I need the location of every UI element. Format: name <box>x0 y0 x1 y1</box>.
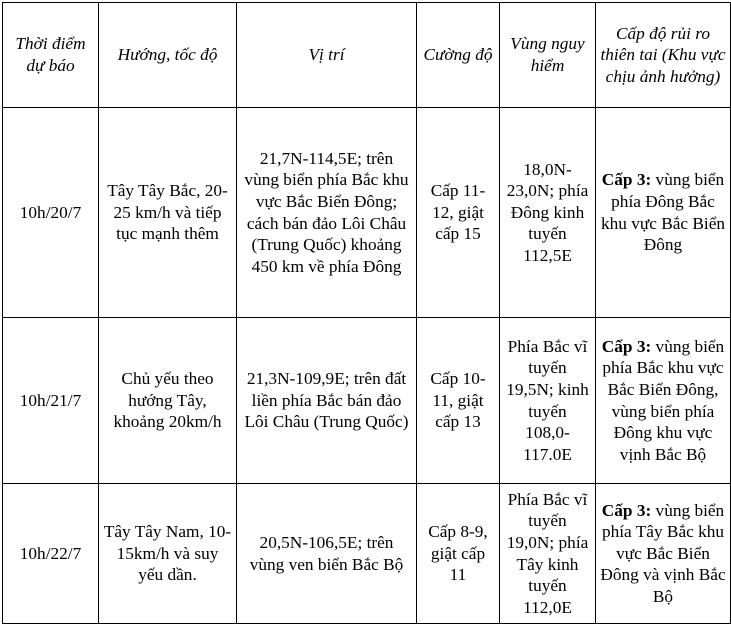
cell-position: 21,7N-114,5E; trên vùng biển phía Bắc khu vực Bắc Biển Đông; cách bán đảo Lôi Châu (Trung Quốc) khoảng 450 km về phía Đông <box>237 108 417 318</box>
cell-direction: Tây Tây Nam, 10-15km/h và suy yếu dần. <box>99 484 237 624</box>
table-header-row <box>3 3 731 108</box>
risk-area-text: vùng biển phía Tây Bắc khu vực Bắc Biển Đông và vịnh Bắc Bộ <box>600 500 726 606</box>
risk-area-text: vùng biển phía Bắc khu vực Bắc Biển Đông, vùng biển phía Đông khu vực vịnh Bắc Bộ <box>602 336 725 464</box>
table-row <box>3 318 731 484</box>
cell-intensity: Cấp 8-9, giật cấp 11 <box>417 484 500 624</box>
cell-direction: Chủ yếu theo hướng Tây, khoảng 20km/h <box>99 318 237 484</box>
cell-time: 10h/21/7 <box>3 318 99 484</box>
header-risk-level: Cấp độ rủi ro thiên tai (Khu vực chịu ảnh hưởng) <box>596 3 731 108</box>
header-intensity: Cường độ <box>417 3 500 108</box>
cell-position: 20,5N-106,5E; trên vùng ven biển Bắc Bộ <box>237 484 417 624</box>
cell-time: 10h/22/7 <box>3 484 99 624</box>
risk-area-text: vùng biển phía Đông Bắc khu vực Bắc Biển Đông <box>600 170 726 255</box>
cell-danger-zone: 18,0N-23,0N; phía Đông kinh tuyến 112,5E <box>500 108 596 318</box>
cell-time: 10h/20/7 <box>3 108 99 318</box>
risk-level-label: Cấp 3: <box>601 170 652 190</box>
risk-level-label: Cấp 3: <box>601 500 652 520</box>
cell-danger-zone: Phía Bắc vĩ tuyến 19,0N; phía Tây kinh tuyến 112,0E <box>500 484 596 624</box>
header-direction: Hướng, tốc độ <box>99 3 237 108</box>
forecast-table <box>2 2 731 624</box>
cell-intensity: Cấp 11-12, giật cấp 15 <box>417 108 500 318</box>
cell-danger-zone: Phía Bắc vĩ tuyến 19,5N; kinh tuyến 108,0-117.0E <box>500 318 596 484</box>
header-danger-zone: Vùng nguy hiểm <box>500 3 596 108</box>
header-position: Vị trí <box>237 3 417 108</box>
risk-level-label: Cấp 3: <box>601 336 652 356</box>
header-time: Thời điểm dự báo <box>3 3 99 108</box>
cell-risk <box>596 108 731 318</box>
table-row <box>3 484 731 624</box>
cell-intensity: Cấp 10-11, giật cấp 13 <box>417 318 500 484</box>
cell-position: 21,3N-109,9E; trên đất liền phía Bắc bán đảo Lôi Châu (Trung Quốc) <box>237 318 417 484</box>
cell-direction: Tây Tây Bắc, 20-25 km/h và tiếp tục mạnh thêm <box>99 108 237 318</box>
cell-risk <box>596 318 731 484</box>
cell-risk <box>596 484 731 624</box>
table-row <box>3 108 731 318</box>
